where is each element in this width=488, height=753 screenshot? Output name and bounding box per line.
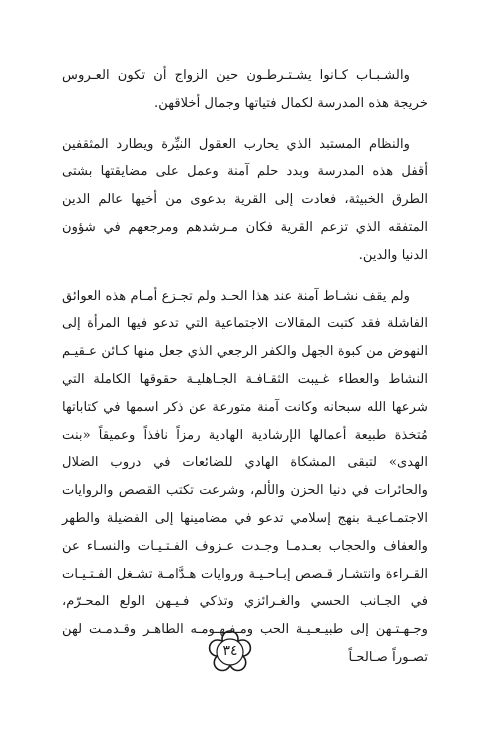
body-text [62,62,428,672]
page-number: ٣٤ [222,643,238,659]
paragraph: والنظام المستبد الذي يحارب العقول النيِّرة ويطارد المثقفين أقفل هذه المدرسة وبدد حلم آمنة وعمل على مضايقتها بشتى الطرق الخبيثة، فعادت إلى القرية بدعوى من أخيها عالم الدين المتفقه الذي تزعم القرية فكان مـرشدهم ومرجعهم في شؤون الدنيا والدين. [62,136,428,263]
paragraph: والشـبـاب كـانوا يشـتـرطـون حين الزواج أن تكون العـروس خريجة هذه المدرسة لكمال فتياتها وجمال أخلاقهن. [62,68,428,111]
page-number-ornament [206,628,254,676]
paragraph: ولم يقف نشـاط آمنة عند هذا الحـد ولم تجـزع أمـام هذه العوائق الفاشلة فقد كتبت المقالات الاجتماعية التي تدعو فيها المرأة إلى النهوض من كبوة الجهل والكفر الرجعي الذي جعل منها كـائن عـقيـم النشاط والعطاء غـيبت الثقـافـة الجـاهليـة حقوقها الكاملة التي شرعها الله سبحانه وكانت آمنة متورعة عن ذكر اسمها في كتاباتها مُتخذة طبيعة أعمالها الإرشادية الهادية رمزاً نافذاً وعميقاً «بنت الهدى» لتبقى المشكاة الهادي للضائعات في دروب الضلال والحائرات في دنيا الحزن والألم، وشرعت تكتب القصص والروايات الاجتمـاعيـة بنهج إسلامي تدعو في مضامينها إلى الفضيلة والطهر والعفاف والحجاب بعـدمـا وجـدت عـزوف الفـتـيـات والنسـاء عن القـراءة وانتشـار قـصص إبـاحـيـة وروايات هـدَّامـة تشـغل الفـتـيـات في الجـانب الحسي والغـرائزي وتذكي فـيـهن الولع المحـرّم، وجـهـتـهن إلى طبيـعـيـة الحب ومـفـهـومـه الطاهـر وقـدمـت لهن تصـوراً صـالحـاً [62,288,428,665]
